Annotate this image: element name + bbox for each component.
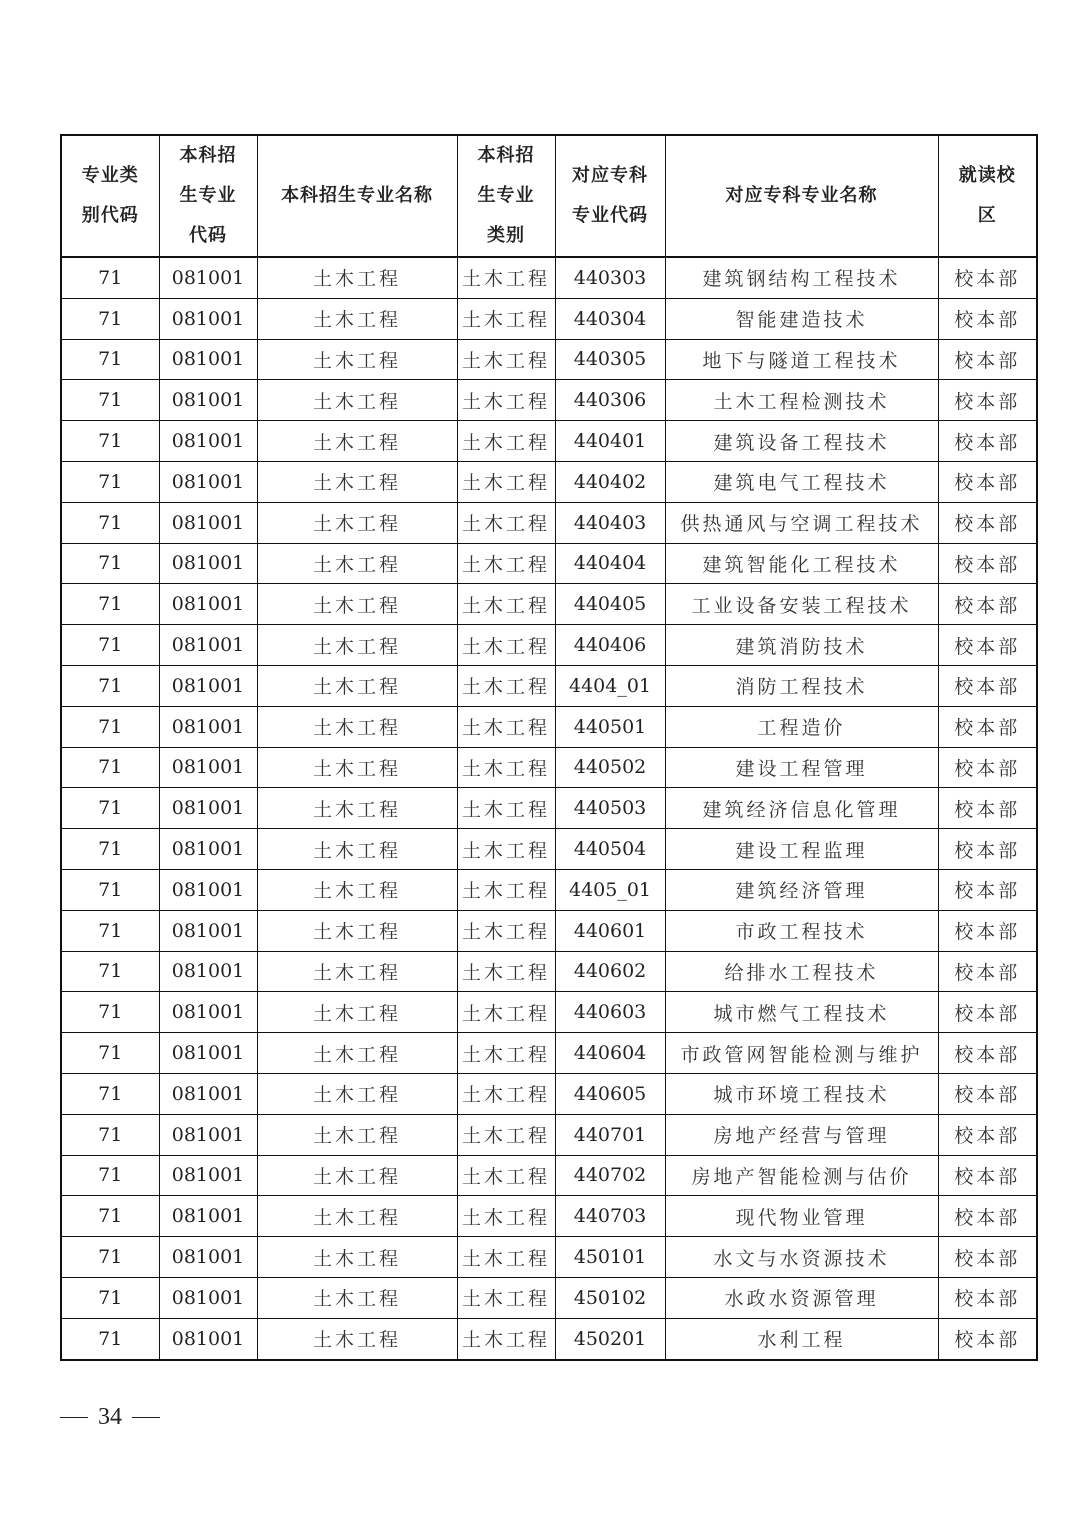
cell-undergrad-major-name: 土木工程 (257, 1237, 457, 1278)
cell-category-code: 71 (61, 869, 159, 910)
cell-junior-college-major-name: 城市环境工程技术 (665, 1073, 938, 1114)
cell-category-code: 71 (61, 1073, 159, 1114)
cell-campus: 校本部 (938, 910, 1037, 951)
table-row (61, 788, 1037, 829)
cell-category-code: 71 (61, 1237, 159, 1278)
cell-undergrad-major-code: 081001 (159, 706, 257, 747)
cell-junior-college-major-code: 440602 (555, 951, 665, 992)
cell-junior-college-major-name: 市政工程技术 (665, 910, 938, 951)
cell-category-code: 71 (61, 788, 159, 829)
cell-junior-college-major-code: 440702 (555, 1155, 665, 1196)
cell-junior-college-major-code: 440504 (555, 829, 665, 870)
table-row (61, 625, 1037, 666)
page-number: 34 (98, 1404, 122, 1430)
cell-undergrad-major-category: 土木工程 (457, 1114, 555, 1155)
table-row (61, 1277, 1037, 1318)
cell-undergrad-major-name: 土木工程 (257, 1073, 457, 1114)
table-row (61, 869, 1037, 910)
cell-junior-college-major-code: 440304 (555, 298, 665, 339)
cell-junior-college-major-name: 水利工程 (665, 1318, 938, 1359)
header-line: 代码 (189, 225, 227, 246)
cell-junior-college-major-name: 建筑电气工程技术 (665, 461, 938, 502)
cell-junior-college-major-name: 水文与水资源技术 (665, 1237, 938, 1278)
dash-right (132, 1417, 160, 1419)
cell-undergrad-major-code: 081001 (159, 665, 257, 706)
cell-junior-college-major-name: 建筑智能化工程技术 (665, 543, 938, 584)
cell-undergrad-major-name: 土木工程 (257, 1033, 457, 1074)
table-row (61, 1318, 1037, 1359)
cell-junior-college-major-name: 消防工程技术 (665, 665, 938, 706)
cell-undergrad-major-category: 土木工程 (457, 339, 555, 380)
cell-undergrad-major-category: 土木工程 (457, 380, 555, 421)
major-mapping-table (60, 134, 1038, 1361)
cell-junior-college-major-code: 440503 (555, 788, 665, 829)
cell-undergrad-major-name: 土木工程 (257, 951, 457, 992)
cell-campus: 校本部 (938, 1155, 1037, 1196)
cell-undergrad-major-name: 土木工程 (257, 584, 457, 625)
cell-undergrad-major-name: 土木工程 (257, 1277, 457, 1318)
cell-undergrad-major-name: 土木工程 (257, 910, 457, 951)
table-row (61, 706, 1037, 747)
cell-undergrad-major-code: 081001 (159, 1196, 257, 1237)
header-line: 对应专科 (572, 165, 648, 186)
cell-undergrad-major-code: 081001 (159, 543, 257, 584)
cell-undergrad-major-category: 土木工程 (457, 1155, 555, 1196)
cell-undergrad-major-name: 土木工程 (257, 625, 457, 666)
table-body (61, 257, 1037, 1360)
cell-junior-college-major-name: 建设工程监理 (665, 829, 938, 870)
table-row (61, 1155, 1037, 1196)
cell-undergrad-major-category: 土木工程 (457, 584, 555, 625)
cell-category-code: 71 (61, 992, 159, 1033)
cell-campus: 校本部 (938, 1073, 1037, 1114)
cell-undergrad-major-code: 081001 (159, 584, 257, 625)
cell-undergrad-major-code: 081001 (159, 788, 257, 829)
table-row (61, 1033, 1037, 1074)
table-row (61, 1073, 1037, 1114)
cell-campus: 校本部 (938, 257, 1037, 298)
cell-category-code: 71 (61, 829, 159, 870)
cell-junior-college-major-code: 440405 (555, 584, 665, 625)
cell-junior-college-major-name: 智能建造技术 (665, 298, 938, 339)
cell-undergrad-major-code: 081001 (159, 910, 257, 951)
cell-undergrad-major-name: 土木工程 (257, 339, 457, 380)
header-junior-college-major-name (665, 135, 938, 257)
cell-campus: 校本部 (938, 706, 1037, 747)
cell-campus: 校本部 (938, 421, 1037, 462)
cell-undergrad-major-category: 土木工程 (457, 625, 555, 666)
cell-junior-college-major-code: 440406 (555, 625, 665, 666)
cell-junior-college-major-code: 440404 (555, 543, 665, 584)
cell-campus: 校本部 (938, 543, 1037, 584)
cell-category-code: 71 (61, 380, 159, 421)
header-line: 本科招 (179, 145, 237, 166)
cell-undergrad-major-category: 土木工程 (457, 1237, 555, 1278)
cell-junior-college-major-code: 440303 (555, 257, 665, 298)
header-undergrad-major-code (159, 135, 257, 257)
cell-junior-college-major-name: 建筑设备工程技术 (665, 421, 938, 462)
cell-category-code: 71 (61, 1277, 159, 1318)
header-undergrad-major-category (457, 135, 555, 257)
header-line: 生专业 (477, 185, 535, 206)
cell-undergrad-major-category: 土木工程 (457, 788, 555, 829)
table-row (61, 1196, 1037, 1237)
cell-undergrad-major-name: 土木工程 (257, 461, 457, 502)
cell-junior-college-major-name: 房地产经营与管理 (665, 1114, 938, 1155)
cell-category-code: 71 (61, 1155, 159, 1196)
cell-campus: 校本部 (938, 461, 1037, 502)
cell-category-code: 71 (61, 747, 159, 788)
cell-junior-college-major-code: 440306 (555, 380, 665, 421)
header-campus (938, 135, 1037, 257)
table-row (61, 1237, 1037, 1278)
cell-junior-college-major-name: 现代物业管理 (665, 1196, 938, 1237)
table-header-row (61, 135, 1037, 257)
cell-undergrad-major-code: 081001 (159, 298, 257, 339)
cell-junior-college-major-name: 给排水工程技术 (665, 951, 938, 992)
header-line: 专业类 (81, 165, 139, 186)
cell-campus: 校本部 (938, 298, 1037, 339)
cell-undergrad-major-name: 土木工程 (257, 1318, 457, 1359)
cell-undergrad-major-code: 081001 (159, 1033, 257, 1074)
cell-junior-college-major-name: 建筑经济信息化管理 (665, 788, 938, 829)
cell-category-code: 71 (61, 625, 159, 666)
cell-undergrad-major-code: 081001 (159, 747, 257, 788)
cell-undergrad-major-category: 土木工程 (457, 1318, 555, 1359)
cell-undergrad-major-category: 土木工程 (457, 706, 555, 747)
cell-campus: 校本部 (938, 951, 1037, 992)
cell-category-code: 71 (61, 257, 159, 298)
table-row (61, 1114, 1037, 1155)
cell-junior-college-major-name: 土木工程检测技术 (665, 380, 938, 421)
cell-undergrad-major-code: 081001 (159, 1237, 257, 1278)
table-row (61, 910, 1037, 951)
cell-undergrad-major-code: 081001 (159, 421, 257, 462)
cell-undergrad-major-category: 土木工程 (457, 829, 555, 870)
cell-junior-college-major-code: 4405_01 (555, 869, 665, 910)
cell-undergrad-major-code: 081001 (159, 1073, 257, 1114)
cell-undergrad-major-category: 土木工程 (457, 1277, 555, 1318)
header-junior-college-major-code (555, 135, 665, 257)
cell-undergrad-major-code: 081001 (159, 829, 257, 870)
cell-campus: 校本部 (938, 1114, 1037, 1155)
cell-undergrad-major-code: 081001 (159, 1318, 257, 1359)
cell-junior-college-major-code: 440402 (555, 461, 665, 502)
header-line: 生专业 (179, 185, 237, 206)
cell-undergrad-major-category: 土木工程 (457, 747, 555, 788)
cell-campus: 校本部 (938, 1277, 1037, 1318)
cell-junior-college-major-name: 房地产智能检测与估价 (665, 1155, 938, 1196)
header-line: 专业代码 (572, 205, 648, 226)
cell-junior-college-major-name: 建筑消防技术 (665, 625, 938, 666)
table-row (61, 584, 1037, 625)
cell-undergrad-major-code: 081001 (159, 869, 257, 910)
cell-undergrad-major-name: 土木工程 (257, 869, 457, 910)
cell-junior-college-major-name: 建筑钢结构工程技术 (665, 257, 938, 298)
table-row (61, 380, 1037, 421)
header-line: 类别 (487, 225, 525, 246)
cell-undergrad-major-code: 081001 (159, 461, 257, 502)
cell-campus: 校本部 (938, 584, 1037, 625)
header-line: 别代码 (81, 205, 139, 226)
cell-campus: 校本部 (938, 339, 1037, 380)
cell-undergrad-major-name: 土木工程 (257, 788, 457, 829)
cell-undergrad-major-category: 土木工程 (457, 421, 555, 462)
cell-category-code: 71 (61, 461, 159, 502)
cell-undergrad-major-category: 土木工程 (457, 1196, 555, 1237)
table-row (61, 502, 1037, 543)
cell-junior-college-major-name: 城市燃气工程技术 (665, 992, 938, 1033)
cell-category-code: 71 (61, 951, 159, 992)
cell-undergrad-major-category: 土木工程 (457, 910, 555, 951)
cell-undergrad-major-name: 土木工程 (257, 543, 457, 584)
cell-undergrad-major-category: 土木工程 (457, 257, 555, 298)
cell-undergrad-major-category: 土木工程 (457, 951, 555, 992)
cell-junior-college-major-code: 440502 (555, 747, 665, 788)
cell-undergrad-major-name: 土木工程 (257, 747, 457, 788)
cell-undergrad-major-name: 土木工程 (257, 298, 457, 339)
cell-junior-college-major-code: 440703 (555, 1196, 665, 1237)
cell-undergrad-major-name: 土木工程 (257, 502, 457, 543)
cell-undergrad-major-category: 土木工程 (457, 665, 555, 706)
dash-left (60, 1417, 88, 1419)
header-line: 对应专科专业名称 (725, 185, 878, 206)
table-row (61, 992, 1037, 1033)
cell-campus: 校本部 (938, 665, 1037, 706)
cell-category-code: 71 (61, 1033, 159, 1074)
cell-campus: 校本部 (938, 788, 1037, 829)
cell-undergrad-major-name: 土木工程 (257, 1196, 457, 1237)
cell-category-code: 71 (61, 421, 159, 462)
table-row (61, 339, 1037, 380)
cell-undergrad-major-name: 土木工程 (257, 380, 457, 421)
cell-campus: 校本部 (938, 625, 1037, 666)
cell-category-code: 71 (61, 298, 159, 339)
cell-undergrad-major-name: 土木工程 (257, 1114, 457, 1155)
cell-undergrad-major-code: 081001 (159, 257, 257, 298)
cell-campus: 校本部 (938, 829, 1037, 870)
cell-undergrad-major-name: 土木工程 (257, 257, 457, 298)
table-row (61, 461, 1037, 502)
cell-junior-college-major-code: 440401 (555, 421, 665, 462)
cell-undergrad-major-category: 土木工程 (457, 1033, 555, 1074)
cell-junior-college-major-name: 市政管网智能检测与维护 (665, 1033, 938, 1074)
table-row (61, 829, 1037, 870)
header-category-code (61, 135, 159, 257)
cell-undergrad-major-code: 081001 (159, 625, 257, 666)
cell-undergrad-major-name: 土木工程 (257, 665, 457, 706)
cell-category-code: 71 (61, 910, 159, 951)
cell-junior-college-major-name: 工业设备安装工程技术 (665, 584, 938, 625)
cell-undergrad-major-code: 081001 (159, 380, 257, 421)
cell-undergrad-major-name: 土木工程 (257, 1155, 457, 1196)
cell-undergrad-major-category: 土木工程 (457, 543, 555, 584)
table-row (61, 747, 1037, 788)
cell-category-code: 71 (61, 1114, 159, 1155)
header-undergrad-major-name (257, 135, 457, 257)
cell-junior-college-major-name: 工程造价 (665, 706, 938, 747)
cell-category-code: 71 (61, 1318, 159, 1359)
cell-undergrad-major-code: 081001 (159, 339, 257, 380)
cell-category-code: 71 (61, 706, 159, 747)
cell-undergrad-major-code: 081001 (159, 1277, 257, 1318)
cell-campus: 校本部 (938, 869, 1037, 910)
cell-campus: 校本部 (938, 992, 1037, 1033)
cell-undergrad-major-category: 土木工程 (457, 461, 555, 502)
cell-campus: 校本部 (938, 502, 1037, 543)
cell-campus: 校本部 (938, 1237, 1037, 1278)
cell-category-code: 71 (61, 339, 159, 380)
cell-undergrad-major-category: 土木工程 (457, 1073, 555, 1114)
cell-campus: 校本部 (938, 747, 1037, 788)
cell-category-code: 71 (61, 584, 159, 625)
cell-junior-college-major-code: 440501 (555, 706, 665, 747)
cell-junior-college-major-code: 440603 (555, 992, 665, 1033)
cell-undergrad-major-code: 081001 (159, 951, 257, 992)
cell-undergrad-major-name: 土木工程 (257, 829, 457, 870)
cell-campus: 校本部 (938, 380, 1037, 421)
cell-undergrad-major-category: 土木工程 (457, 992, 555, 1033)
cell-junior-college-major-code: 450102 (555, 1277, 665, 1318)
cell-category-code: 71 (61, 502, 159, 543)
table-row (61, 543, 1037, 584)
cell-undergrad-major-code: 081001 (159, 1114, 257, 1155)
page-number-footer (60, 1404, 160, 1431)
table-row (61, 421, 1037, 462)
header-line: 本科招生专业名称 (281, 185, 433, 206)
cell-junior-college-major-code: 4404_01 (555, 665, 665, 706)
cell-junior-college-major-name: 地下与隧道工程技术 (665, 339, 938, 380)
cell-junior-college-major-code: 440604 (555, 1033, 665, 1074)
header-line: 区 (977, 205, 997, 226)
cell-junior-college-major-code: 440403 (555, 502, 665, 543)
cell-undergrad-major-name: 土木工程 (257, 421, 457, 462)
cell-undergrad-major-category: 土木工程 (457, 298, 555, 339)
cell-junior-college-major-code: 440601 (555, 910, 665, 951)
cell-undergrad-major-code: 081001 (159, 992, 257, 1033)
cell-junior-college-major-code: 450101 (555, 1237, 665, 1278)
cell-junior-college-major-name: 供热通风与空调工程技术 (665, 502, 938, 543)
cell-undergrad-major-code: 081001 (159, 502, 257, 543)
cell-junior-college-major-name: 建筑经济管理 (665, 869, 938, 910)
header-line: 就读校 (958, 165, 1016, 186)
cell-undergrad-major-category: 土木工程 (457, 869, 555, 910)
header-line: 本科招 (477, 145, 535, 166)
cell-junior-college-major-name: 建设工程管理 (665, 747, 938, 788)
cell-undergrad-major-code: 081001 (159, 1155, 257, 1196)
cell-junior-college-major-code: 450201 (555, 1318, 665, 1359)
cell-junior-college-major-name: 水政水资源管理 (665, 1277, 938, 1318)
cell-undergrad-major-name: 土木工程 (257, 706, 457, 747)
cell-category-code: 71 (61, 665, 159, 706)
cell-campus: 校本部 (938, 1033, 1037, 1074)
table-row (61, 257, 1037, 298)
cell-campus: 校本部 (938, 1196, 1037, 1237)
cell-category-code: 71 (61, 543, 159, 584)
cell-undergrad-major-name: 土木工程 (257, 992, 457, 1033)
cell-junior-college-major-code: 440701 (555, 1114, 665, 1155)
table-row (61, 951, 1037, 992)
table-row (61, 298, 1037, 339)
table-row (61, 665, 1037, 706)
cell-campus: 校本部 (938, 1318, 1037, 1359)
cell-junior-college-major-code: 440605 (555, 1073, 665, 1114)
cell-category-code: 71 (61, 1196, 159, 1237)
cell-junior-college-major-code: 440305 (555, 339, 665, 380)
cell-undergrad-major-category: 土木工程 (457, 502, 555, 543)
